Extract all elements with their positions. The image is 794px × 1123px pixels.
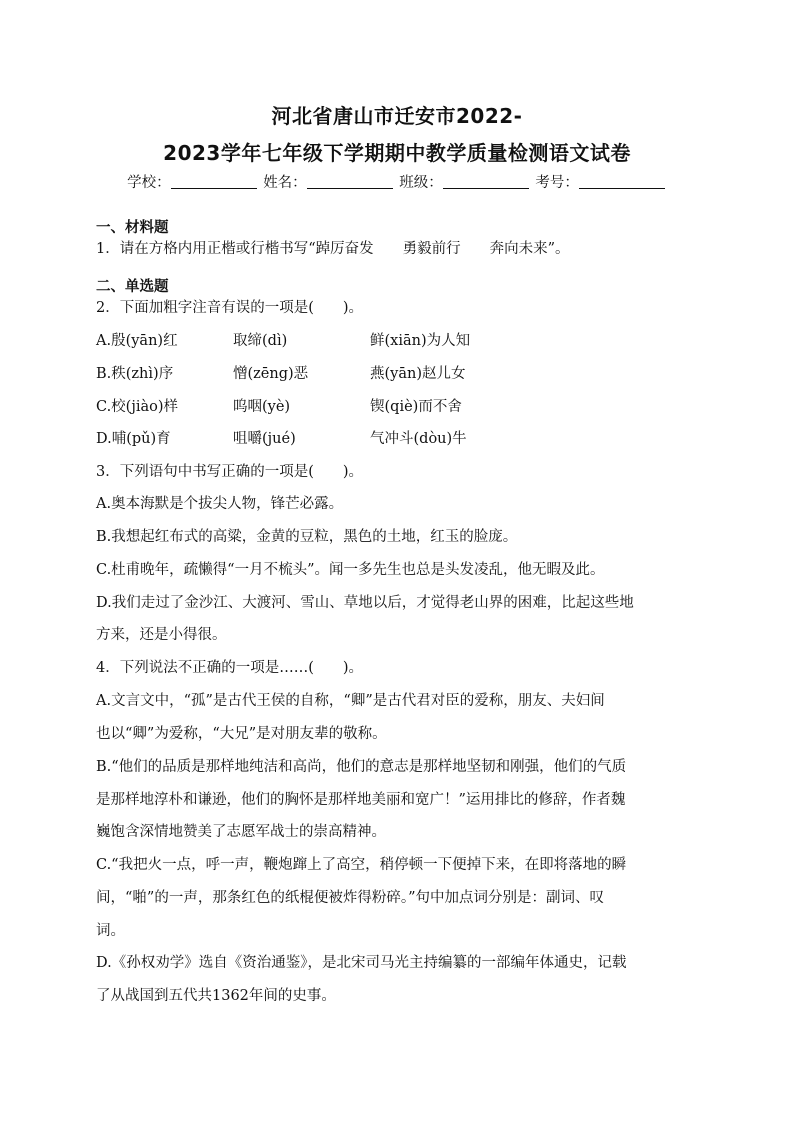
- name-blank: [307, 174, 393, 189]
- question-4-line: 巍饱含深情地赞美了志愿军战士的崇高精神。: [96, 824, 386, 840]
- option-text: 取缔(dì): [233, 333, 288, 349]
- option-text: 呜咽(yè): [233, 399, 291, 415]
- school-blank: [171, 174, 257, 189]
- question-3-line: 方来，还是小得很。: [96, 627, 227, 643]
- question-3-line: B.我想起红布式的高粱，金黄的豆粒，黑色的土地，红玉的脸庞。: [96, 529, 518, 545]
- section-heading-material: 一、材料题: [96, 220, 169, 236]
- question-1-text: 1．请在方格内用正楷或行楷书写“踔厉奋发 勇毅前行 奔向未来”。: [96, 241, 570, 257]
- section-heading-single-choice: 二、单选题: [96, 279, 169, 295]
- exam-number-label: 考号：: [535, 175, 579, 191]
- student-info-row: [0, 171, 794, 192]
- question-4-line: 词。: [96, 923, 125, 939]
- name-label: 姓名：: [263, 175, 307, 191]
- question-2-stem: 2．下面加粗字注音有误的一项是( )。: [96, 300, 364, 316]
- option-text: 咀嚼(jué): [233, 431, 296, 447]
- question-4-line: 间，“啪”的一声，那条红色的纸棍便被炸得粉碎。”句中加点词分别是：副词、叹: [96, 890, 604, 906]
- class-label: 班级：: [399, 175, 443, 191]
- option-text: 鲜(xiān)为人知: [370, 333, 471, 349]
- question-3-stem: 3．下列语句中书写正确的一项是( )。: [96, 464, 364, 480]
- page-title-line2: 2023学年七年级下学期期中教学质量检测语文试卷: [163, 141, 631, 165]
- question-3-line: C.杜甫晚年，疏懒得“一月不梳头”。闻一多先生也总是头发凌乱，他无暇及此。: [96, 562, 605, 578]
- option-text: 锲(qiè)而不舍: [370, 399, 462, 415]
- question-4-line: D.《孙权劝学》选自《资治通鉴》，是北宋司马光主持编纂的一部编年体通史，记载: [96, 955, 627, 971]
- question-4-stem: 4．下列说法不正确的一项是……( )。: [96, 660, 364, 676]
- question-4-line: A.文言文中，“孤”是古代王侯的自称，“卿”是古代君对臣的爱称，朋友、夫妇间: [96, 693, 605, 709]
- question-4-line: 也以“卿”为爱称，“大兄”是对朋友辈的敬称。: [96, 726, 387, 742]
- school-label: 学校：: [127, 175, 171, 191]
- page-title-line1: 河北省唐山市迁安市2022-: [271, 104, 523, 128]
- option-text: 燕(yān)赵儿女: [370, 366, 466, 382]
- question-4-line: C.“我把火一点，呼一声，鞭炮蹿上了高空，稍停顿一下便掉下来，在即将落地的瞬: [96, 857, 627, 873]
- option-text: B.秩(zhì)序: [96, 366, 174, 382]
- question-4-line: 了从战国到五代共1362年间的史事。: [96, 988, 336, 1004]
- question-4-line: 是那样地淳朴和谦逊，他们的胸怀是那样地美丽和宽广！”运用排比的修辞，作者魏: [96, 792, 626, 808]
- class-blank: [443, 174, 529, 189]
- option-text: 气冲斗(dòu)牛: [370, 431, 467, 447]
- option-text: A.殷(yān)红: [96, 333, 178, 349]
- question-3-line: A.奥本海默是个拔尖人物，锋芒必露。: [96, 496, 344, 512]
- question-3-line: D.我们走过了金沙江、大渡河、雪山、草地以后，才觉得老山界的困难，比起这些地: [96, 595, 634, 611]
- option-text: C.校(jiào)样: [96, 399, 179, 415]
- exam-number-blank: [579, 174, 665, 189]
- question-4-line: B.“他们的品质是那样地纯洁和高尚，他们的意志是那样地坚韧和刚强，他们的气质: [96, 759, 627, 775]
- option-text: 憎(zēng)恶: [233, 366, 309, 382]
- option-text: D.哺(pǔ)育: [96, 431, 171, 447]
